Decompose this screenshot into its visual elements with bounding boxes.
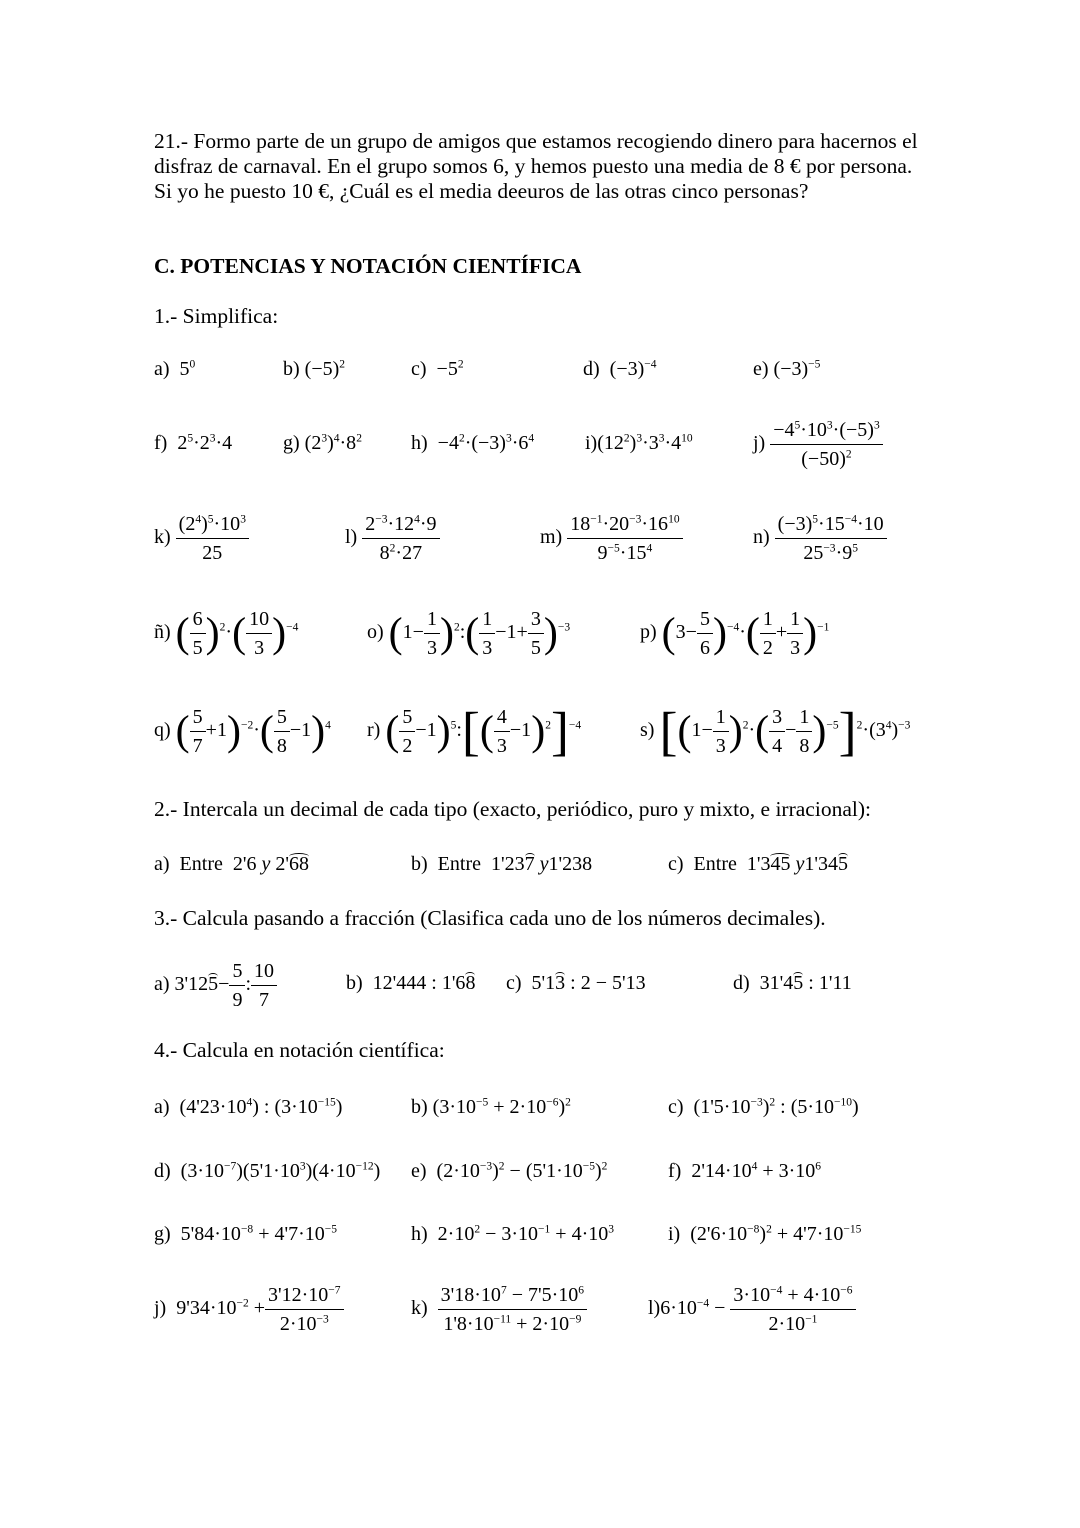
label: r) — [367, 719, 381, 742]
exercise-1i: $i)(12^2)^3\cdot 3^3\cdot 4^{10}$ — [585, 432, 693, 454]
question-2-title: 2.- Intercala un decimal de cada tipo (exacto, periódico, puro y mixto, e irracional): — [154, 797, 871, 821]
question-4-title: 4.- Calcula en notación científica: — [154, 1038, 445, 1062]
label: l) — [345, 526, 358, 549]
y-word: y — [539, 853, 549, 875]
exercise-1l: l) $\frac{2^{-3}\cdot 12^4\cdot 9}{8^2\cdot 27}$ — [345, 510, 440, 567]
exercise-4a: a) $(4'23\cdot 10^4)$ : $(3\cdot 10^{-15})$ — [154, 1096, 343, 1118]
label: g) — [283, 432, 300, 454]
exercise-4c: c) $(1'5\cdot 10^{-3})^2$ : $(5\cdot 10^{-10})$ — [668, 1096, 859, 1118]
label: i) — [585, 432, 598, 454]
label: f) — [154, 432, 168, 454]
exercise-1o: o) (1− $\frac{1}{3}$ )$^2$:( $\frac{1}{3}$ −1+ $\frac{3}{5}$ )$^{-3}$ — [367, 605, 570, 662]
label: a) — [154, 358, 170, 380]
entre-word: Entre — [437, 853, 481, 875]
label: j) — [154, 1297, 167, 1320]
y-word: y — [261, 853, 271, 875]
label: p) — [640, 621, 657, 644]
exercise-4i: i) $(2'6\cdot 10^{-8})^2 + 4'7\cdot 10^{-15}$ — [668, 1223, 862, 1245]
label: o) — [367, 621, 384, 644]
exercise-4j: j) $9'34\cdot 10^{-2}$ + $\frac{3'12\cdot 10^{-7}}{2\cdot 10^{-3}}$ — [154, 1281, 344, 1338]
label: b) — [411, 853, 428, 875]
label: l) — [648, 1297, 661, 1320]
exercise-3a: a) 3'125− $\frac{5}{9}$ : $\frac{10}{7}$ — [154, 957, 277, 1014]
exercise-3c: c) 5'13 : 2 − 5'13 — [506, 972, 646, 994]
label: a) — [154, 1096, 170, 1118]
exercise-1m: m) $\frac{18^{-1}\cdot 20^{-3}\cdot 16^{10}}{9^{-5}\cdot 15^4}$ — [540, 510, 683, 567]
exercise-4g: g) $5'84\cdot 10^{-8} + 4'7\cdot 10^{-5}$ — [154, 1223, 337, 1245]
exercise-4h: h) $2\cdot 10^2 - 3\cdot 10^{-1} + 4\cdot 10^3$ — [411, 1223, 614, 1245]
label: h) — [411, 1223, 428, 1245]
label: a) — [154, 853, 170, 875]
exercise-4k: k) $\frac{3'18\cdot 10^7 - 7'5\cdot 10^6}{1'8\cdot 10^{-11} + 2\cdot 10^{-9}}$ — [411, 1281, 587, 1338]
question-1-title: 1.- Simplifica: — [154, 304, 279, 328]
exercise-2a: a) Entre 2'6 y 2'68 — [154, 853, 309, 875]
label: c) — [668, 1096, 684, 1118]
exercise-3d: d) 31'45 : 1'11 — [733, 972, 852, 994]
exercise-2b: b) Entre 1'237 y1'238 — [411, 853, 593, 875]
exercise-1b: b) $(-5)^2$ — [283, 358, 346, 380]
label: n) — [753, 526, 770, 549]
exercise-4f: f) $2'14\cdot 10^4 + 3\cdot 10^6$ — [668, 1160, 822, 1182]
label: k) — [154, 526, 171, 549]
exercise-2c: c) Entre 1'345 y1'345 — [668, 853, 848, 875]
exercise-1g: g) $(2^3)^4\cdot 8^2$ — [283, 432, 362, 454]
exercise-1h: $h) -4^2\cdot(-3)^3\cdot 6^4$ — [411, 432, 535, 454]
label: e) — [411, 1160, 427, 1182]
label: c) — [668, 853, 684, 875]
label: q) — [154, 719, 171, 742]
label: i) — [668, 1223, 681, 1245]
question-3-title: 3.- Calcula pasando a fracción (Clasifica cada uno de los números decimales). — [154, 906, 826, 930]
section-heading: C. POTENCIAS Y NOTACIÓN CIENTÍFICA — [154, 254, 582, 278]
problem-21-text: 21.- Formo parte de un grupo de amigos que estamos recogiendo dinero para hacernos el disfraz de carnaval. En el grupo somos 6, y hemos puesto una media de 8 € por persona. Si yo he puesto 10 €, ¿Cuál es el media deeuros de las otras cinco personas? — [154, 129, 918, 203]
label: d) — [733, 972, 750, 994]
exercise-1k: k) $\frac{(2^4)^5\cdot 10^3}{25}$ — [154, 510, 249, 567]
exercise-1e: e) $(-3)^{-5}$ — [753, 358, 821, 380]
exercise-1r: r) ( $\frac{5}{2}$ −1)$^5$:[( $\frac{4}{3}$ −1)$^2$]$^{-4}$ — [367, 701, 582, 762]
exercise-1q: q) ( $\frac{5}{7}$ +1)$^{-2}$·( $\frac{5}{8}$ −1)$^4$ — [154, 703, 331, 760]
label: b) — [411, 1096, 428, 1118]
exercise-1a: a) $5^0$ — [154, 358, 196, 380]
label: h) — [411, 432, 428, 454]
exercise-1f: f) $2^5\cdot 2^3\cdot 4$ — [154, 432, 233, 454]
label: j) — [753, 432, 766, 455]
entre-word: Entre — [693, 853, 737, 875]
exercise-1p: p) (3− $\frac{5}{6}$ )$^{-4}$·( $\frac{1}{2}$ + $\frac{1}{3}$ )$^{-1}$ — [640, 605, 829, 662]
entre-word: Entre — [179, 853, 223, 875]
label: ñ) — [154, 621, 171, 644]
exercise-4e: e) $(2\cdot 10^{-3})^2 - (5'1\cdot 10^{-5})^2$ — [411, 1160, 608, 1182]
exercise-1c: $c) -5^2$ — [411, 358, 464, 380]
label: e) — [753, 358, 769, 380]
label: f) — [668, 1160, 682, 1182]
label: c) — [411, 358, 427, 380]
label: a) — [154, 973, 170, 996]
label: m) — [540, 526, 563, 549]
label: d) — [583, 358, 600, 380]
exercise-1s: s) [(1− $\frac{1}{3}$ )$^2$·( $\frac{3}{4}$ − $\frac{1}{8}$ )$^{-5}]^2\cdot(3^4)^{-3}$ — [640, 701, 911, 762]
label: c) — [506, 972, 522, 994]
exercise-3b: b) 12'444 : 1'68 — [346, 972, 476, 994]
exercise-4l: $l)6\cdot 10^{-4}$ − $\frac{3\cdot 10^{-4} + 4\cdot 10^{-6}}{2\cdot 10^{-1}}$ — [648, 1281, 856, 1338]
exercise-4d: d) $(3\cdot 10^{-7})(5'1\cdot 10^3)(4\cdot 10^{-12})$ — [154, 1160, 381, 1182]
label: d) — [154, 1160, 171, 1182]
exercise-1j: j) $\frac{-4^5\cdot 10^3\cdot(-5)^3}{(-50)^2}$ — [753, 416, 883, 473]
y-word: y — [795, 853, 805, 875]
label: s) — [640, 719, 655, 742]
label: b) — [346, 972, 363, 994]
label: g) — [154, 1223, 171, 1245]
exercise-1ntilde: ñ) ( $\frac{6}{5}$ )$^2$·( $\frac{10}{3}$ )$^{-4}$ — [154, 605, 298, 662]
exercise-1d: d) $(-3)^{-4}$ — [583, 358, 657, 380]
exercise-1n: n) $\frac{(-3)^5\cdot 15^{-4}\cdot 10}{25^{-3}\cdot 9^5}$ — [753, 510, 887, 567]
label: k) — [411, 1297, 428, 1320]
label: b) — [283, 358, 300, 380]
exercise-4b: b) $(3\cdot 10^{-5} + 2\cdot 10^{-6})^2$ — [411, 1096, 571, 1118]
